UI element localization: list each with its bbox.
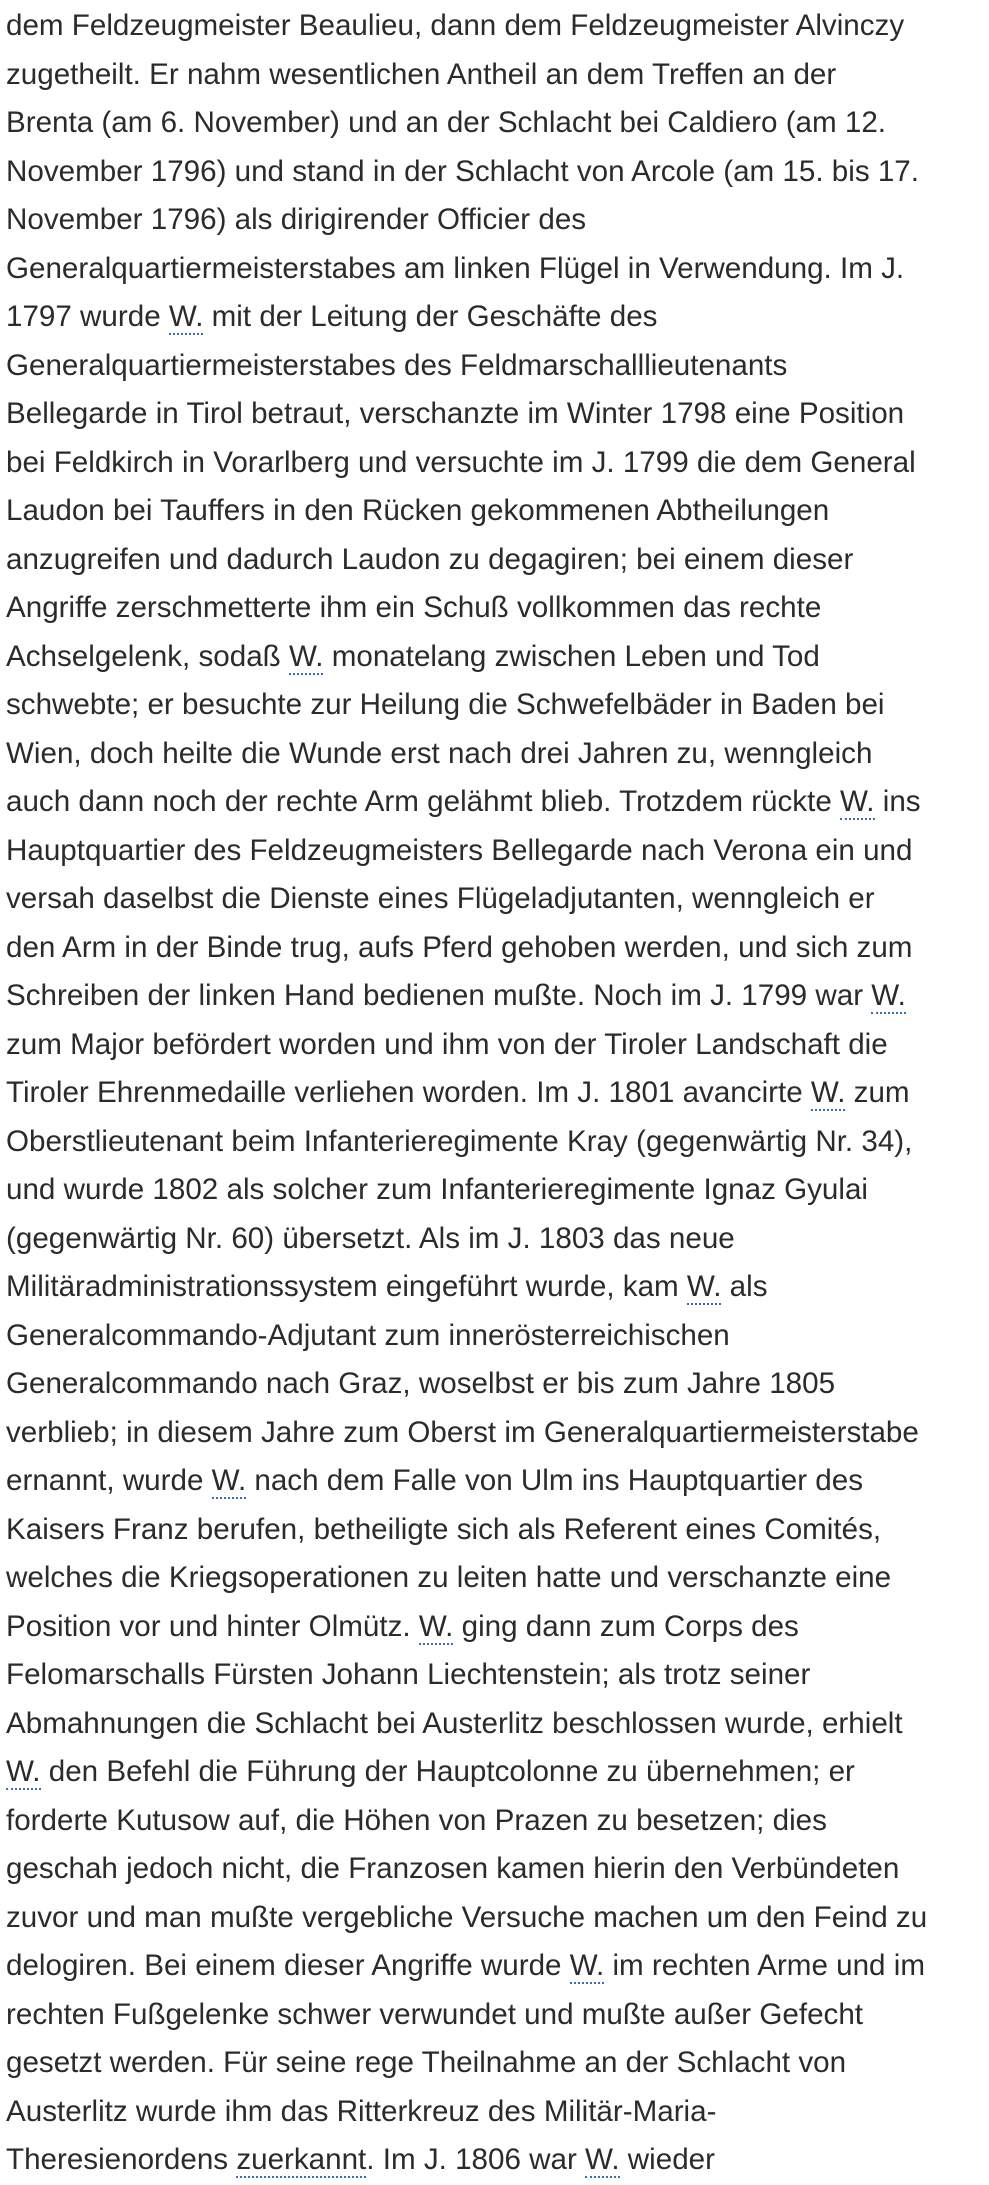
text-line (6, 342, 989, 391)
text-segment: Schreiben der linken Hand bedienen mußte. Noch im J. 1799 war (6, 979, 872, 1012)
abbreviation-link[interactable]: W. (6, 1755, 41, 1788)
text-segment: Generalquartiermeisterstabes des Feldmarschalllieutenants (6, 348, 788, 382)
text-segment: Abmahnungen die Schlacht bei Austerlitz beschlossen wurde, erhielt (6, 1706, 903, 1740)
text-segment: Militäradministrationssystem eingeführt wurde, kam (6, 1270, 687, 1303)
text-line (6, 1894, 989, 1943)
text-segment: rechten Fußgelenke schwer verwundet und mußte außer Gefecht (6, 1997, 864, 2031)
abbreviation-link[interactable]: W. (288, 639, 324, 673)
text-segment: November 1796) als dirigirender Officier des (6, 203, 587, 236)
abbreviation-link[interactable]: W. (840, 785, 875, 818)
text-line (6, 536, 989, 585)
text-line (6, 1700, 989, 1749)
text-line (6, 778, 989, 827)
text-segment: ging dann zum Corps des (453, 1609, 799, 1643)
text-line (6, 487, 989, 536)
text-segment: Felomarschalls Fürsten Johann Liechtenstein; als trotz seiner (6, 1658, 811, 1691)
text-segment: versah daselbst die Dienste eines Flügeladjutanten, wenngleich er (6, 882, 875, 915)
text-segment: Bellegarde in Tirol betraut, verschanzte im Winter 1798 eine Position (6, 397, 905, 430)
text-line (6, 2039, 989, 2088)
text-line (6, 439, 989, 488)
abbreviation-link[interactable]: W. (585, 2143, 620, 2176)
text-line (6, 1166, 989, 1215)
text-segment: gesetzt werden. Für seine rege Theilnahme an der Schlacht von (6, 2046, 847, 2079)
abbreviation-link[interactable]: W. (810, 1076, 846, 1109)
text-segment: ernannt, wurde (6, 1464, 212, 1497)
text-segment: zugetheilt. Er nahm wesentlichen Antheil an dem Treffen an der (6, 57, 837, 91)
text-segment: den Befehl die Führung der Hauptcolonne zu übernehmen; er (40, 1755, 855, 1788)
text-segment: anzugreifen und dadurch Laudon zu degagiren; bei einem dieser (6, 542, 854, 576)
abbreviation-link[interactable]: W. (211, 1464, 247, 1497)
text-line (6, 584, 989, 633)
text-segment: zuvor und man mußte vergebliche Versuche machen um den Feind zu (6, 1900, 928, 1934)
text-segment: Tiroler Ehrenmedaille verliehen worden. Im J. 1801 avancirte (6, 1076, 811, 1109)
text-line (6, 245, 989, 294)
article-text (6, 2, 989, 2185)
text-segment: forderte Kutusow auf, die Höhen von Prazen zu besetzen; dies (6, 1803, 827, 1837)
text-segment: dem Feldzeugmeister Beaulieu, dann dem Feldzeugmeister Alvinczy (6, 9, 905, 42)
text-line (6, 1021, 989, 1070)
text-segment: geschah jedoch nicht, die Franzosen kamen hierin den Verbündeten (6, 1852, 900, 1885)
text-segment: den Arm in der Binde trug, aufs Pferd gehoben werden, und sich zum (6, 930, 913, 964)
text-line (6, 390, 989, 439)
text-segment: Hauptquartier des Feldzeugmeisters Bellegarde nach Verona ein und (6, 833, 913, 867)
text-segment: zum (845, 1076, 910, 1109)
text-line (6, 51, 989, 100)
text-line (6, 1651, 989, 1700)
text-line (6, 1215, 989, 1264)
text-segment: nach dem Falle von Ulm ins Hauptquartier des (246, 1464, 864, 1497)
abbreviation-link[interactable]: W. (686, 1270, 722, 1303)
text-line (6, 924, 989, 973)
text-segment: schwebte; er besuchte zur Heilung die Schwefelbäder in Baden bei (6, 688, 885, 721)
text-segment: verblieb; in diesem Jahre zum Oberst im Generalquartiermeisterstabe (6, 1415, 919, 1449)
text-segment: Laudon bei Tauffers in den Rücken gekommenen Abtheilungen (6, 494, 830, 527)
text-segment: (gegenwärtig Nr. 60) übersetzt. Als im J. 1803 das neue (6, 1221, 735, 1255)
text-line (6, 633, 989, 682)
text-segment: welches die Kriegsoperationen zu leiten hatte und verschanzte eine (6, 1561, 892, 1594)
text-line (6, 2136, 989, 2185)
text-line (6, 1360, 989, 1409)
text-line (6, 1118, 989, 1167)
text-segment: Generalcommando nach Graz, woselbst er bis zum Jahre 1805 (6, 1367, 836, 1400)
text-line (6, 1603, 989, 1652)
text-line (6, 1991, 989, 2040)
text-segment: ins (874, 785, 921, 818)
text-segment: und wurde 1802 als solcher zum Infanterieregimente Ignaz Gyulai (6, 1173, 868, 1206)
text-line (6, 1069, 989, 1118)
text-segment: Position vor und hinter Olmütz. (6, 1609, 419, 1643)
abbreviation-link[interactable]: W. (871, 979, 906, 1012)
text-segment: zum Major befördert worden und ihm von der Tiroler Landschaft die (6, 1027, 888, 1061)
text-line (6, 99, 989, 148)
text-segment: Achselgelenk, sodaß (6, 639, 289, 673)
text-segment: Theresienordens (6, 2143, 237, 2176)
text-segment: wieder (619, 2143, 715, 2176)
text-segment: Generalcommando-Adjutant zum innerösterreichischen (6, 1318, 730, 1352)
text-line (6, 148, 989, 197)
text-segment: bei Feldkirch in Vorarlberg und versuchte im J. 1799 die dem General (6, 445, 916, 479)
text-line (6, 1942, 989, 1991)
text-segment: delogiren. Bei einem dieser Angriffe wurde (6, 1949, 570, 1982)
text-line (6, 730, 989, 779)
text-segment: auch dann noch der rechte Arm gelähmt blieb. Trotzdem rückte (6, 785, 840, 818)
text-line (6, 972, 989, 1021)
text-segment: mit der Leitung der Geschäfte des (203, 300, 658, 333)
text-line (6, 1748, 989, 1797)
text-segment: 1797 wurde (6, 300, 169, 333)
text-line (6, 1845, 989, 1894)
text-segment: im rechten Arme und im (604, 1949, 925, 1982)
text-line (6, 1409, 989, 1458)
abbreviation-link[interactable]: zuerkannt (236, 2143, 367, 2176)
text-line (6, 875, 989, 924)
text-line (6, 1506, 989, 1555)
text-line (6, 1554, 989, 1603)
text-segment: . Im J. 1806 war (366, 2143, 586, 2176)
text-line (6, 1263, 989, 1312)
text-segment: Oberstlieutenant beim Infanterieregimente Kray (gegenwärtig Nr. 34), (6, 1124, 913, 1158)
text-segment: Angriffe zerschmetterte ihm ein Schuß vollkommen das rechte (6, 591, 822, 624)
abbreviation-link[interactable]: W. (168, 300, 204, 333)
abbreviation-link[interactable]: W. (418, 1609, 454, 1643)
text-line (6, 1312, 989, 1361)
text-line (6, 1797, 989, 1846)
text-segment: als (721, 1270, 768, 1303)
text-line (6, 681, 989, 730)
text-segment: November 1796) und stand in der Schlacht von Arcole (am 15. bis 17. (6, 154, 919, 188)
abbreviation-link[interactable]: W. (569, 1949, 605, 1982)
text-line (6, 1457, 989, 1506)
text-segment: monatelang zwischen Leben und Tod (323, 639, 820, 673)
text-line (6, 293, 989, 342)
text-line (6, 827, 989, 876)
text-segment: Generalquartiermeisterstabes am linken Flügel in Verwendung. Im J. (6, 251, 905, 285)
text-segment: Austerlitz wurde ihm das Ritterkreuz des Militär-Maria- (6, 2094, 717, 2128)
text-segment: Kaisers Franz berufen, betheiligte sich als Referent eines Comités, (6, 1512, 882, 1546)
text-segment: Wien, doch heilte die Wunde erst nach drei Jahren zu, wenngleich (6, 736, 873, 770)
text-line (6, 2, 989, 51)
text-line (6, 2088, 989, 2137)
text-segment: Brenta (am 6. November) und an der Schlacht bei Caldiero (am 12. (6, 106, 887, 139)
text-line (6, 196, 989, 245)
